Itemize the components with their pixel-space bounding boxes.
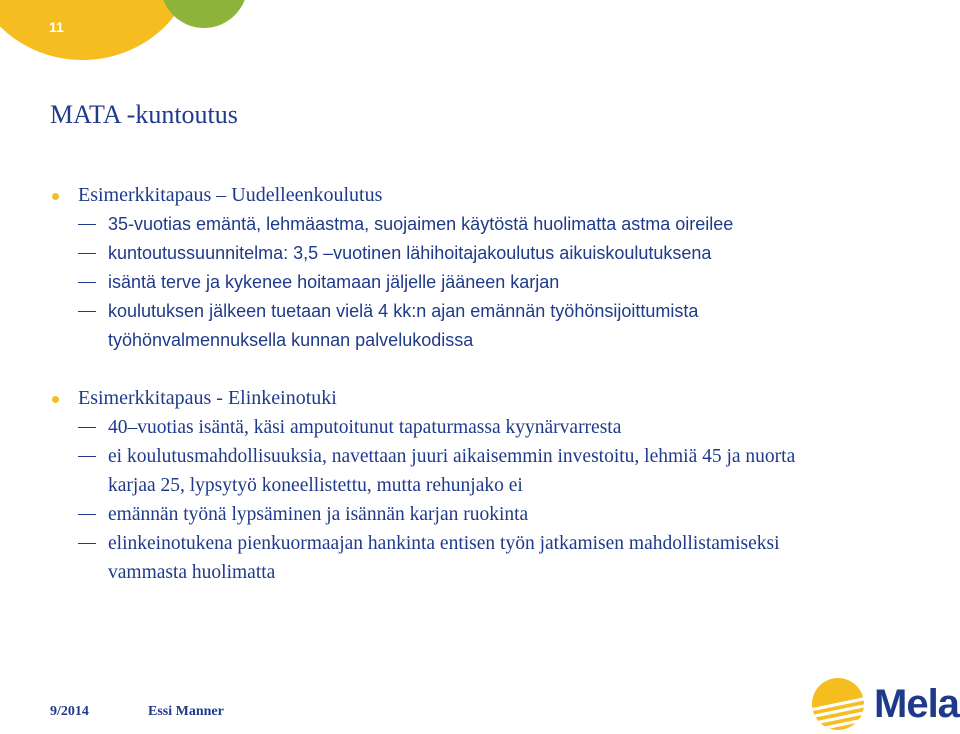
- list-item: 35-vuotias emäntä, lehmäastma, suojaimen käytöstä huolimatta astma oireilee: [50, 210, 950, 239]
- section-heading: [50, 181, 950, 210]
- dash-icon: [78, 514, 96, 515]
- section-heading-text: Esimerkkitapaus – Uudelleenkoulutus: [78, 184, 383, 206]
- list-item: emännän työnä lypsäminen ja isännän karjan ruokinta: [50, 500, 950, 529]
- decorative-green-circle: [160, 0, 248, 28]
- list-item-continuation: vammasta huolimatta: [108, 562, 276, 583]
- section-heading: [50, 384, 950, 413]
- section-heading-text: Esimerkkitapaus - Elinkeinotuki: [78, 387, 337, 409]
- dash-icon: [78, 311, 96, 312]
- list-item-continuation: työhönvalmennuksella kunnan palvelukodissa: [108, 330, 474, 350]
- decorative-yellow-circle: [0, 0, 195, 60]
- list-item: 40–vuotias isäntä, käsi amputoitunut tapaturmassa kyynärvarresta: [50, 413, 950, 442]
- bullet-icon: [52, 396, 59, 403]
- footer-date: 9/2014: [50, 704, 89, 719]
- list-item-continuation: karjaa 25, lypsytyö koneellistettu, mutta rehunjako ei: [108, 475, 523, 496]
- section-retraining: [50, 181, 950, 355]
- mela-logo: [808, 676, 958, 732]
- dash-icon: [78, 224, 96, 225]
- list-item: elinkeinotukena pienkuormaajan hankinta entisen työn jatkamisen mahdollistamiseksi: [50, 529, 950, 558]
- section-business-support: [50, 384, 950, 587]
- sun-icon: [808, 676, 868, 732]
- slide-title: MATA -kuntoutus: [50, 100, 238, 129]
- page-number: 11: [49, 19, 64, 35]
- footer-author: Essi Manner: [148, 704, 224, 719]
- dash-icon: [78, 427, 96, 428]
- dash-icon: [78, 253, 96, 254]
- list-item: kuntoutussuunnitelma: 3,5 –vuotinen lähihoitajakoulutus aikuiskoulutuksena: [50, 239, 950, 268]
- bullet-icon: [52, 193, 59, 200]
- list-item: ei koulutusmahdollisuuksia, navettaan juuri aikaisemmin investoitu, lehmiä 45 ja nuorta: [50, 442, 950, 471]
- list-item: koulutuksen jälkeen tuetaan vielä 4 kk:n ajan emännän työhönsijoittumista: [50, 297, 950, 326]
- dash-icon: [78, 282, 96, 283]
- logo-text: Mela: [874, 682, 959, 726]
- dash-icon: [78, 543, 96, 544]
- list-item: isäntä terve ja kykenee hoitamaan jäljelle jääneen karjan: [50, 268, 950, 297]
- dash-icon: [78, 456, 96, 457]
